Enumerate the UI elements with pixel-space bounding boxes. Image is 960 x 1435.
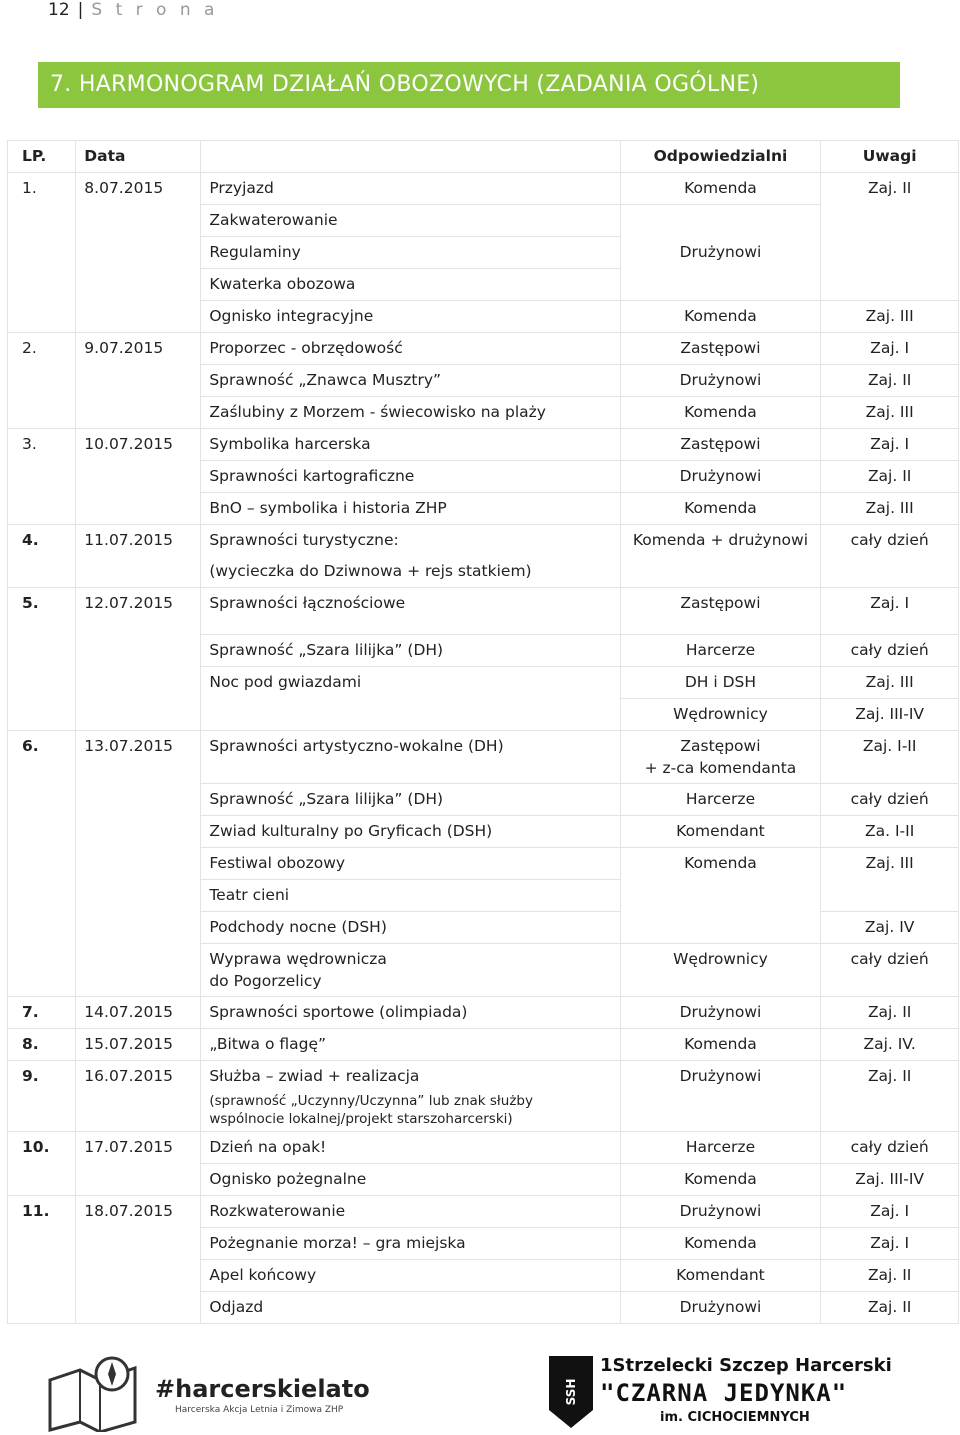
row-responsible: Komenda (620, 1029, 821, 1061)
row-date: 8.07.2015 (76, 173, 201, 333)
row-task-detail: do Pogorzelicy (209, 972, 322, 990)
troop-name-line1: 1Strzelecki Szczep Harcerski (600, 1355, 892, 1376)
row-date: 11.07.2015 (76, 525, 201, 588)
row-responsible: Zastępowi (620, 429, 821, 461)
row-date: 15.07.2015 (76, 1029, 201, 1061)
row-date: 18.07.2015 (76, 1196, 201, 1324)
page-number: 12 | S t r o n a (48, 0, 219, 20)
row-date: 16.07.2015 (76, 1061, 201, 1132)
row-task: „Bitwa o flagę” (201, 1029, 620, 1061)
row-task: Pożegnanie morza! – gra miejska (201, 1228, 620, 1260)
troop-name-line3: im. CICHOCIEMNYCH (660, 1410, 810, 1425)
row-responsible: Komendant (620, 1260, 821, 1292)
row-task-detail: (sprawność „Uczynny/Uczynna” lub znak służby wspólnocie lokalnej/projekt starszoharcerski) (209, 1093, 533, 1127)
row-task: Teatr cieni (201, 880, 620, 912)
table-header-row (8, 141, 959, 173)
table-row (8, 525, 959, 588)
row-task: Kwaterka obozowa (201, 269, 620, 301)
troop-name-line2: "CZARNA JEDYNKA" (600, 1379, 848, 1407)
table-row (8, 333, 959, 365)
row-notes: cały dzień (821, 784, 959, 816)
page-number-value: 12 (48, 0, 70, 20)
row-task: Sprawności turystyczne: (209, 531, 399, 549)
row-notes: Zaj. II (821, 997, 959, 1029)
row-responsible: Drużynowi (620, 1196, 821, 1228)
row-lp: 9. (8, 1061, 76, 1132)
troop-badge-text: SSH (564, 1378, 578, 1406)
row-notes: Zaj. II (821, 365, 959, 397)
row-notes: Zaj. I (821, 588, 959, 635)
row-notes: Zaj. I (821, 1196, 959, 1228)
row-notes: Zaj. III (821, 301, 959, 333)
row-task-cell (201, 944, 620, 997)
row-notes: Zaj. III (821, 397, 959, 429)
row-task: Ognisko integracyjne (201, 301, 620, 333)
row-notes: Zaj. II (821, 173, 959, 301)
row-responsible: Drużynowi (620, 205, 821, 301)
header-notes: Uwagi (821, 141, 959, 173)
row-responsible: Harcerze (620, 1132, 821, 1164)
row-date: 17.07.2015 (76, 1132, 201, 1196)
header-responsible: Odpowiedzialni (620, 141, 821, 173)
row-responsible: Drużynowi (620, 365, 821, 397)
row-task: Wyprawa wędrownicza (209, 950, 387, 968)
row-lp: 3. (8, 429, 76, 525)
row-notes: cały dzień (821, 1132, 959, 1164)
row-lp: 5. (8, 588, 76, 731)
row-notes: Zaj. III (821, 667, 959, 699)
row-responsible: Wędrownicy (620, 699, 821, 731)
row-notes: Zaj. II (821, 1061, 959, 1132)
row-responsible: Drużynowi (620, 1292, 821, 1324)
row-responsible: Harcerze (620, 635, 821, 667)
row-task: Rozkwaterowanie (201, 1196, 620, 1228)
row-task: Dzień na opak! (201, 1132, 620, 1164)
row-task: Sprawności łącznościowe (201, 588, 620, 635)
row-lp: 8. (8, 1029, 76, 1061)
row-responsible-cell (620, 731, 821, 784)
row-lp: 7. (8, 997, 76, 1029)
row-lp: 2. (8, 333, 76, 429)
table-row (8, 429, 959, 461)
row-task: Sprawności kartograficzne (201, 461, 620, 493)
row-lp: 1. (8, 173, 76, 333)
header-date: Data (76, 141, 201, 173)
row-responsible: Komenda (620, 1228, 821, 1260)
section-title: 7. HARMONOGRAM DZIAŁAŃ OBOZOWYCH (ZADANIA OGÓLNE) (38, 62, 900, 108)
table-row (8, 588, 959, 635)
row-lp: 10. (8, 1132, 76, 1196)
row-responsible: Komenda + drużynowi (620, 525, 821, 588)
table-row (8, 1061, 959, 1132)
row-notes: cały dzień (821, 525, 959, 588)
table-row (8, 1132, 959, 1164)
table-row (8, 997, 959, 1029)
row-notes: Zaj. II (821, 1292, 959, 1324)
header-lp: LP. (8, 141, 76, 173)
row-notes: Zaj. IV (821, 912, 959, 944)
row-task: Zakwaterowanie (201, 205, 620, 237)
row-task: Zaślubiny z Morzem - świecowisko na plaży (201, 397, 620, 429)
row-responsible: Drużynowi (620, 461, 821, 493)
row-notes: Zaj. IV. (821, 1029, 959, 1061)
row-notes: Za. I-II (821, 816, 959, 848)
row-task: Proporzec - obrzędowość (201, 333, 620, 365)
row-notes: Zaj. II (821, 1260, 959, 1292)
row-responsible: Komenda (620, 173, 821, 205)
row-lp: 4. (8, 525, 76, 588)
harcerskie-lato-subtitle: Harcerska Akcja Letnia i Zimowa ZHP (175, 1405, 344, 1415)
row-task: Podchody nocne (DSH) (201, 912, 620, 944)
row-task: BnO – symbolika i historia ZHP (201, 493, 620, 525)
row-task: Sprawności artystyczno-wokalne (DH) (201, 731, 620, 784)
row-responsible: Harcerze (620, 784, 821, 816)
row-responsible: Komenda (620, 397, 821, 429)
row-responsible: Wędrownicy (620, 944, 821, 997)
row-task: Zwiad kulturalny po Gryficach (DSH) (201, 816, 620, 848)
row-date: 12.07.2015 (76, 588, 201, 731)
row-responsible: DH i DSH (620, 667, 821, 699)
compass-map-icon (40, 1350, 150, 1432)
row-notes: Zaj. III (821, 848, 959, 912)
row-lp: 6. (8, 731, 76, 997)
row-task: Noc pod gwiazdami (201, 667, 620, 731)
row-responsible: Komenda (620, 1164, 821, 1196)
row-responsible: Drużynowi (620, 1061, 821, 1132)
row-notes: Zaj. III (821, 493, 959, 525)
row-task: Odjazd (201, 1292, 620, 1324)
row-notes: Zaj. I (821, 429, 959, 461)
table-row (8, 173, 959, 205)
row-task: Sprawności sportowe (olimpiada) (201, 997, 620, 1029)
row-notes: cały dzień (821, 944, 959, 997)
row-task-detail: (wycieczka do Dziwnowa + rejs statkiem) (209, 562, 532, 580)
row-task: Sprawność „Znawca Musztry” (201, 365, 620, 397)
page-label: S t r o n a (91, 0, 219, 20)
table-row (8, 731, 959, 784)
row-task: Sprawność „Szara lilijka” (DH) (201, 784, 620, 816)
table-row (8, 1029, 959, 1061)
row-task: Ognisko pożegnalne (201, 1164, 620, 1196)
row-responsible-extra: + z-ca komendanta (644, 759, 797, 777)
row-notes: Zaj. I (821, 333, 959, 365)
row-task-cell (201, 1061, 620, 1132)
row-responsible: Komenda (620, 493, 821, 525)
row-responsible: Zastępowi (680, 737, 761, 755)
row-date: 9.07.2015 (76, 333, 201, 429)
row-notes: Zaj. I-II (821, 731, 959, 784)
row-notes: Zaj. III-IV (821, 699, 959, 731)
row-task: Sprawność „Szara lilijka” (DH) (201, 635, 620, 667)
row-date: 14.07.2015 (76, 997, 201, 1029)
row-task: Służba – zwiad + realizacja (209, 1067, 420, 1085)
row-notes: Zaj. III-IV (821, 1164, 959, 1196)
header-task (201, 141, 620, 173)
row-responsible: Komendant (620, 816, 821, 848)
row-responsible: Drużynowi (620, 997, 821, 1029)
row-responsible: Komenda (620, 301, 821, 333)
row-notes: Zaj. II (821, 461, 959, 493)
row-responsible: Zastępowi (620, 588, 821, 635)
schedule-table (7, 140, 959, 1324)
row-task: Regulaminy (201, 237, 620, 269)
harcerskie-lato-logo: #harcerskielato (155, 1375, 370, 1403)
row-responsible: Zastępowi (620, 333, 821, 365)
row-task-cell (201, 525, 620, 588)
row-date: 10.07.2015 (76, 429, 201, 525)
troop-badge-icon (545, 1352, 597, 1432)
row-task: Symbolika harcerska (201, 429, 620, 461)
row-task: Apel końcowy (201, 1260, 620, 1292)
table-row (8, 1196, 959, 1228)
row-responsible: Komenda (620, 848, 821, 944)
row-notes: cały dzień (821, 635, 959, 667)
row-task: Festiwal obozowy (201, 848, 620, 880)
row-date: 13.07.2015 (76, 731, 201, 997)
row-notes: Zaj. I (821, 1228, 959, 1260)
row-lp: 11. (8, 1196, 76, 1324)
row-task: Przyjazd (201, 173, 620, 205)
